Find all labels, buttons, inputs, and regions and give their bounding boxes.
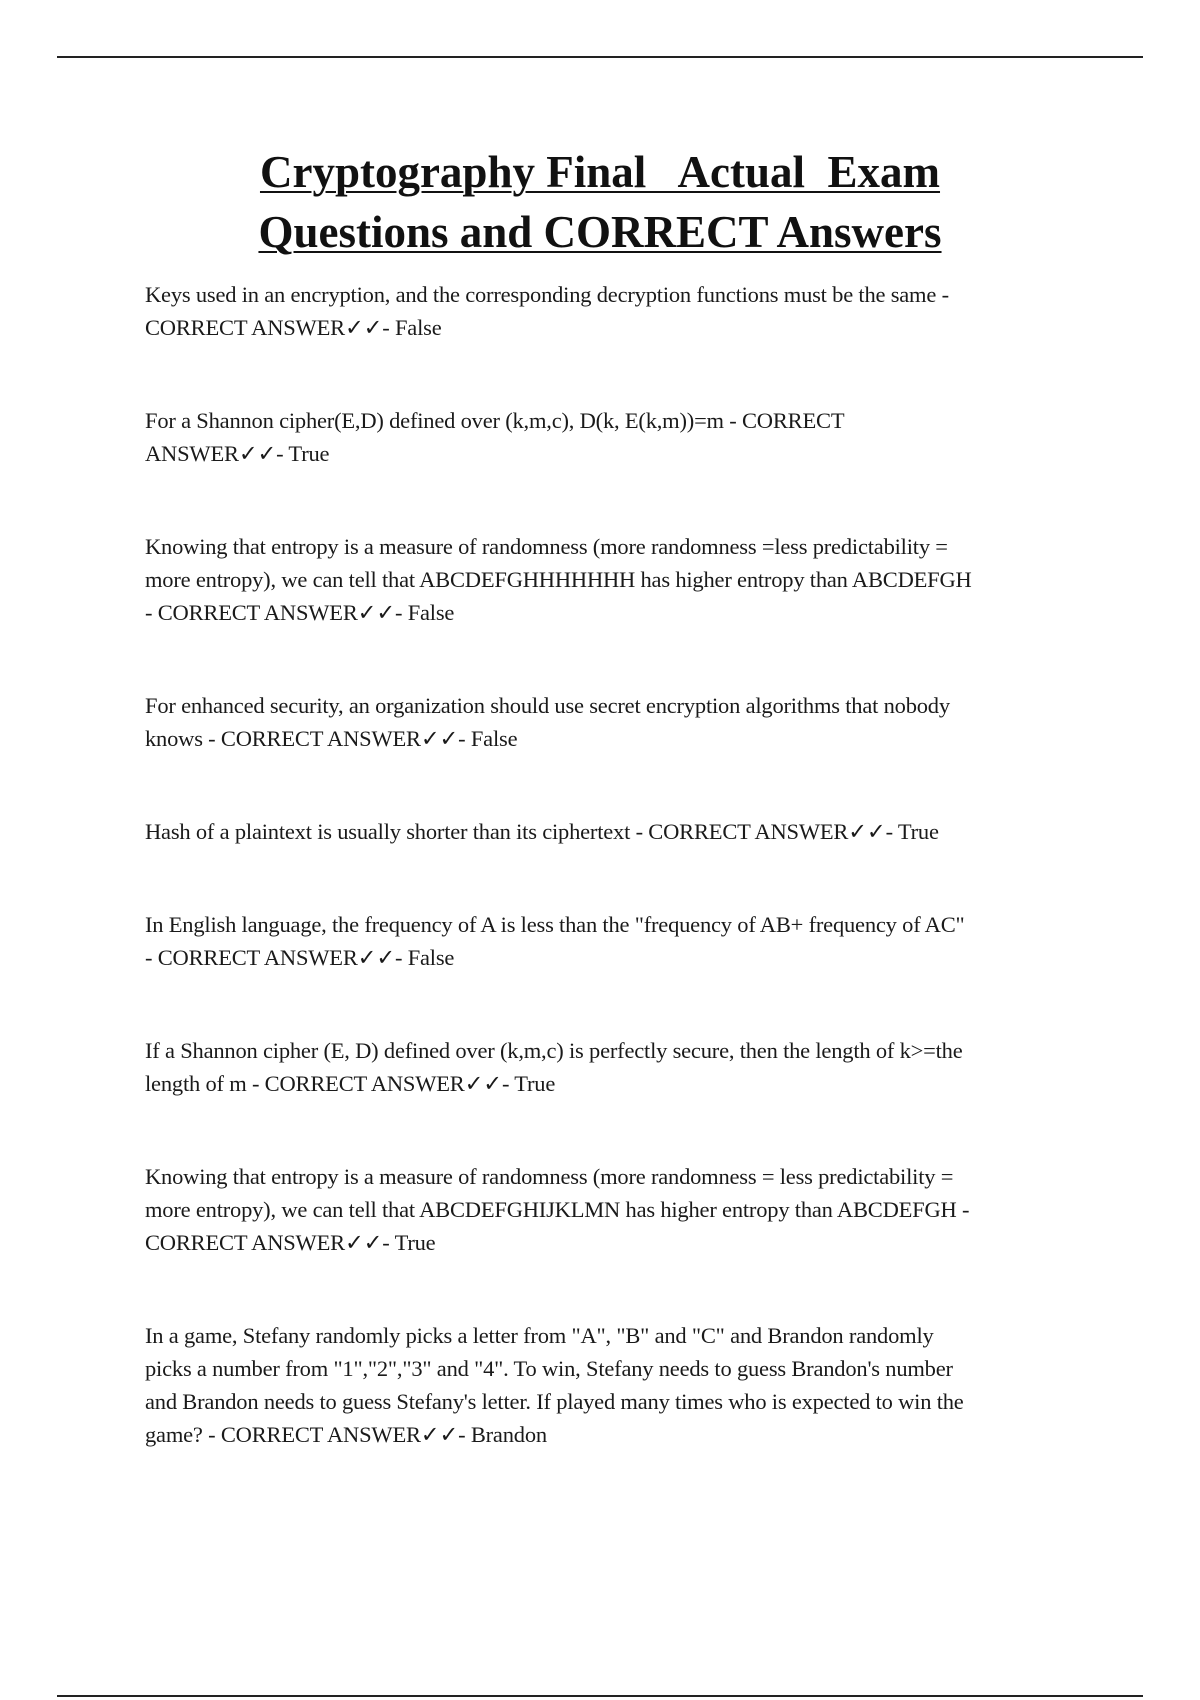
answer-text: - False [382, 315, 442, 340]
title-line-1: Cryptography Final Actual Exam [259, 147, 941, 197]
answer-text: - False [394, 945, 455, 970]
title-line-2: Questions and CORRECT Answers [258, 207, 942, 257]
double-check-icon: ✓✓ [848, 819, 886, 844]
answer-text: - True [382, 1230, 436, 1255]
qa-item-4 [145, 689, 1065, 755]
question-text: For a Shannon cipher(E,D) defined over (k,m,c), D(k, E(k,m))=m - CORRECT ANSWER [145, 408, 845, 466]
qa-item-6 [145, 908, 1065, 974]
double-check-icon: ✓✓ [344, 315, 383, 340]
double-check-icon: ✓✓ [357, 945, 395, 970]
qa-item-2 [145, 404, 1065, 470]
question-text: In a game, Stefany randomly picks a letter from "A", "B" and "C" and Brandon randomly picks a number from "1","2","3" and "4". To win, Stefany needs to guess Brandon's number and Brandon needs to guess Stefany's letter. If played many times who is expected to win the game? - CORRECT ANSWER [145, 1323, 964, 1447]
qa-list [145, 278, 1065, 1451]
question-text: Keys used in an encryption, and the corresponding decryption functions must be the same - CORRECT ANSWER [145, 282, 949, 340]
question-text: Knowing that entropy is a measure of randomness (more randomness = less predictability = more entropy), we can tell that ABCDEFGHIJKLMN has higher entropy than ABCDEFGH - CORRECT ANSWER [145, 1164, 970, 1255]
double-check-icon: ✓✓ [238, 441, 277, 466]
answer-text: - Brandon [458, 1422, 547, 1447]
qa-item-1 [145, 278, 1065, 344]
question-text: In English language, the frequency of A is less than the "frequency of AB+ frequency of AC" - CORRECT ANSWER [145, 912, 965, 970]
double-check-icon: ✓✓ [464, 1071, 502, 1096]
question-text: If a Shannon cipher (E, D) defined over (k,m,c) is perfectly secure, then the length of k>=the length of m - CORRECT ANSWER [145, 1038, 963, 1096]
answer-text: - False [458, 726, 518, 751]
document-title [130, 142, 1070, 262]
qa-item-7 [145, 1034, 1065, 1100]
answer-text: - True [276, 441, 330, 466]
qa-item-9 [145, 1319, 1065, 1451]
question-text: For enhanced security, an organization should use secret encryption algorithms that nobody knows - CORRECT ANSWER [145, 693, 950, 751]
qa-item-5 [145, 815, 1065, 848]
double-check-icon: ✓✓ [357, 600, 395, 625]
double-check-icon: ✓✓ [420, 726, 459, 751]
answer-text: - True [501, 1071, 556, 1096]
answer-text: - True [885, 819, 939, 844]
question-text: Knowing that entropy is a measure of randomness (more randomness =less predictability = more entropy), we can tell that ABCDEFGHHHHHHH has higher entropy than ABCDEFGH - CORRECT ANSWER [145, 534, 972, 625]
answer-text: - False [394, 600, 455, 625]
qa-item-8 [145, 1160, 1065, 1259]
question-text: Hash of a plaintext is usually shorter than its ciphertext - CORRECT ANSWER [145, 819, 849, 844]
qa-item-3 [145, 530, 1065, 629]
bottom-rule [57, 1695, 1143, 1697]
double-check-icon: ✓✓ [344, 1230, 383, 1255]
top-rule [57, 56, 1143, 58]
double-check-icon: ✓✓ [420, 1422, 459, 1447]
